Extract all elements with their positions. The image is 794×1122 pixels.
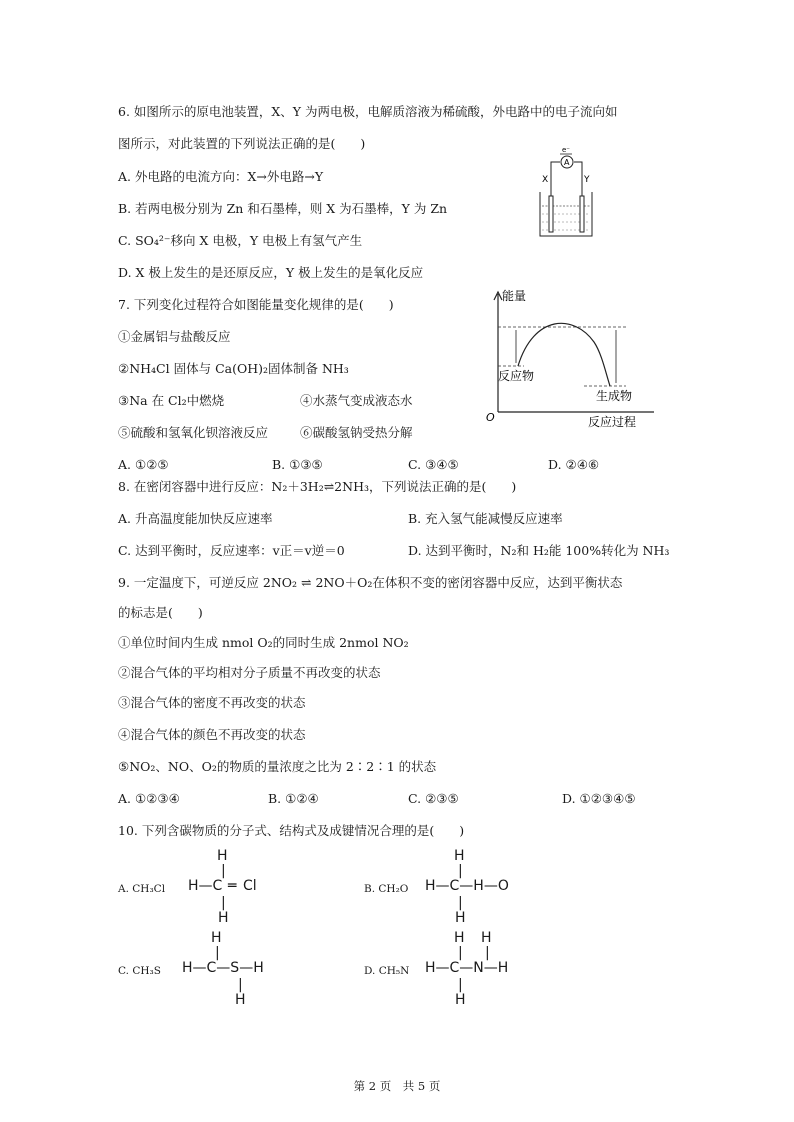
q6-option-b: B. 若两电极分别为 Zn 和石墨棒，则 X 为石墨棒，Y 为 Zn: [118, 201, 448, 216]
q8-option-a: A. 升高温度能加快反应速率: [118, 511, 273, 526]
q9-item-2: ②混合气体的平均相对分子质量不再改变的状态: [118, 665, 381, 680]
q7-item-3: ③Na 在 Cl₂中燃烧: [118, 393, 225, 408]
q9-stem-line1: 9. 一定温度下，可逆反应 2NO₂ ⇌ 2NO＋O₂在体积不变的密闭容器中反应，达到平衡状态: [118, 575, 623, 590]
q6-option-a: A. 外电路的电流方向：X→外电路→Y: [118, 169, 324, 184]
electrode-y-label: Y: [584, 175, 590, 185]
atom-h-bottom: H: [455, 910, 466, 926]
atom-h-top-c: H: [454, 930, 465, 946]
process-axis-label: 反应过程: [588, 415, 637, 429]
q8-option-c: C. 达到平衡时，反应速率：v正＝v逆＝0: [118, 543, 345, 558]
q7-option-a: A. ①②⑤: [118, 457, 169, 472]
q7-item-1: ①金属铝与盐酸反应: [118, 329, 231, 344]
electron-label: e⁻: [562, 146, 571, 154]
q10-option-b-structure: H | H—C—H—O | H: [425, 848, 509, 926]
q9-option-d: D. ①②③④⑤: [562, 791, 636, 806]
q10-option-b-label: B. CH₂O: [364, 883, 409, 895]
atom-h-bottom: H: [235, 992, 246, 1008]
q9-item-5: ⑤NO₂、NO、O₂的物质的量浓度之比为 2∶2∶1 的状态: [118, 759, 437, 774]
q7-option-d: D. ②④⑥: [548, 457, 600, 472]
q9-item-4: ④混合气体的颜色不再改变的状态: [118, 727, 306, 742]
q9-option-a: A. ①②③④: [118, 791, 180, 806]
q7-option-b: B. ①③⑤: [272, 457, 323, 472]
q10-option-d-label: D. CH₅N: [364, 965, 410, 977]
atom-row: H—C—H—O: [425, 878, 509, 894]
q6-stem-line1: 6. 如图所示的原电池装置，X、Y 为两电极，电解质溶液为稀硫酸，外电路中的电子流向如: [118, 104, 618, 119]
atom-h-top: H: [211, 930, 222, 946]
q10-option-c-label: C. CH₃S: [118, 965, 161, 977]
atom-row: H—C—N—H: [425, 960, 509, 976]
energy-axis-label: 能量: [502, 289, 527, 303]
q10-stem: 10. 下列含碳物质的分子式、结构式及成键情况合理的是( ): [118, 823, 465, 838]
atom-cl: Cl: [243, 878, 257, 894]
q7-option-c: C. ③④⑤: [408, 457, 459, 472]
ammeter-label: A: [564, 158, 570, 167]
q7-stem: 7. 下列变化过程符合如图能量变化规律的是( ): [118, 297, 394, 312]
q8-option-d: D. 达到平衡时，N₂和 H₂能 100%转化为 NH₃: [408, 543, 670, 558]
q10-option-d-structure: H H | | H—C—N—H | H: [425, 930, 509, 1008]
q10-option-a-label: A. CH₃Cl: [118, 883, 166, 895]
atom-h-top-n: H: [481, 930, 492, 946]
double-bond: ═: [228, 878, 237, 894]
electrode-x-label: X: [542, 175, 549, 185]
atom-h-bottom: H: [218, 910, 229, 926]
q9-stem-line2: 的标志是( ): [118, 605, 203, 620]
q7-item-5: ⑤硫酸和氢氧化钡溶液反应: [118, 425, 269, 440]
galvanic-cell-diagram: [536, 144, 606, 244]
atom-h-top: H: [217, 848, 228, 864]
atom-h-bottom: H: [455, 992, 466, 1008]
q8-stem: 8. 在密闭容器中进行反应：N₂＋3H₂⇌2NH₃，下列说法正确的是( ): [118, 479, 517, 494]
atom-h-c: H—C: [188, 878, 223, 894]
q9-item-1: ①单位时间内生成 nmol O₂的同时生成 2nmol NO₂: [118, 635, 409, 650]
electrode-x: [549, 196, 553, 232]
q6-option-c: C. SO₄²⁻移向 X 电极，Y 电极上有氢气产生: [118, 233, 363, 248]
electrode-y: [580, 196, 584, 232]
q8-option-b: B. 充入氢气能减慢反应速率: [408, 511, 563, 526]
q7-item-4: ④水蒸气变成液态水: [300, 393, 413, 408]
q6-option-d: D. X 极上发生的是还原反应，Y 极上发生的是氧化反应: [118, 265, 424, 280]
q9-item-3: ③混合气体的密度不再改变的状态: [118, 695, 306, 710]
q9-option-c: C. ②③⑤: [408, 791, 459, 806]
origin-label: O: [486, 411, 495, 424]
page-footer: 第 2 页 共 5 页: [353, 1079, 441, 1093]
q6-stem-line2: 图所示，对此装置的下列说法正确的是( ): [118, 136, 366, 151]
q10-option-c-structure: H | H—C—S—H | H: [182, 930, 264, 1008]
product-label: 生成物: [596, 389, 633, 403]
q7-item-2: ②NH₄Cl 固体与 Ca(OH)₂固体制备 NH₃: [118, 361, 349, 376]
atom-row: H—C—S—H: [182, 960, 264, 976]
energy-diagram: [484, 284, 674, 430]
q9-option-b: B. ①②④: [268, 791, 319, 806]
atom-h-top: H: [454, 848, 465, 864]
q7-item-6: ⑥碳酸氢钠受热分解: [300, 425, 413, 440]
q10-option-a-structure: H | H—C ═ Cl | H: [188, 848, 257, 926]
reactant-label: 反应物: [498, 369, 535, 383]
